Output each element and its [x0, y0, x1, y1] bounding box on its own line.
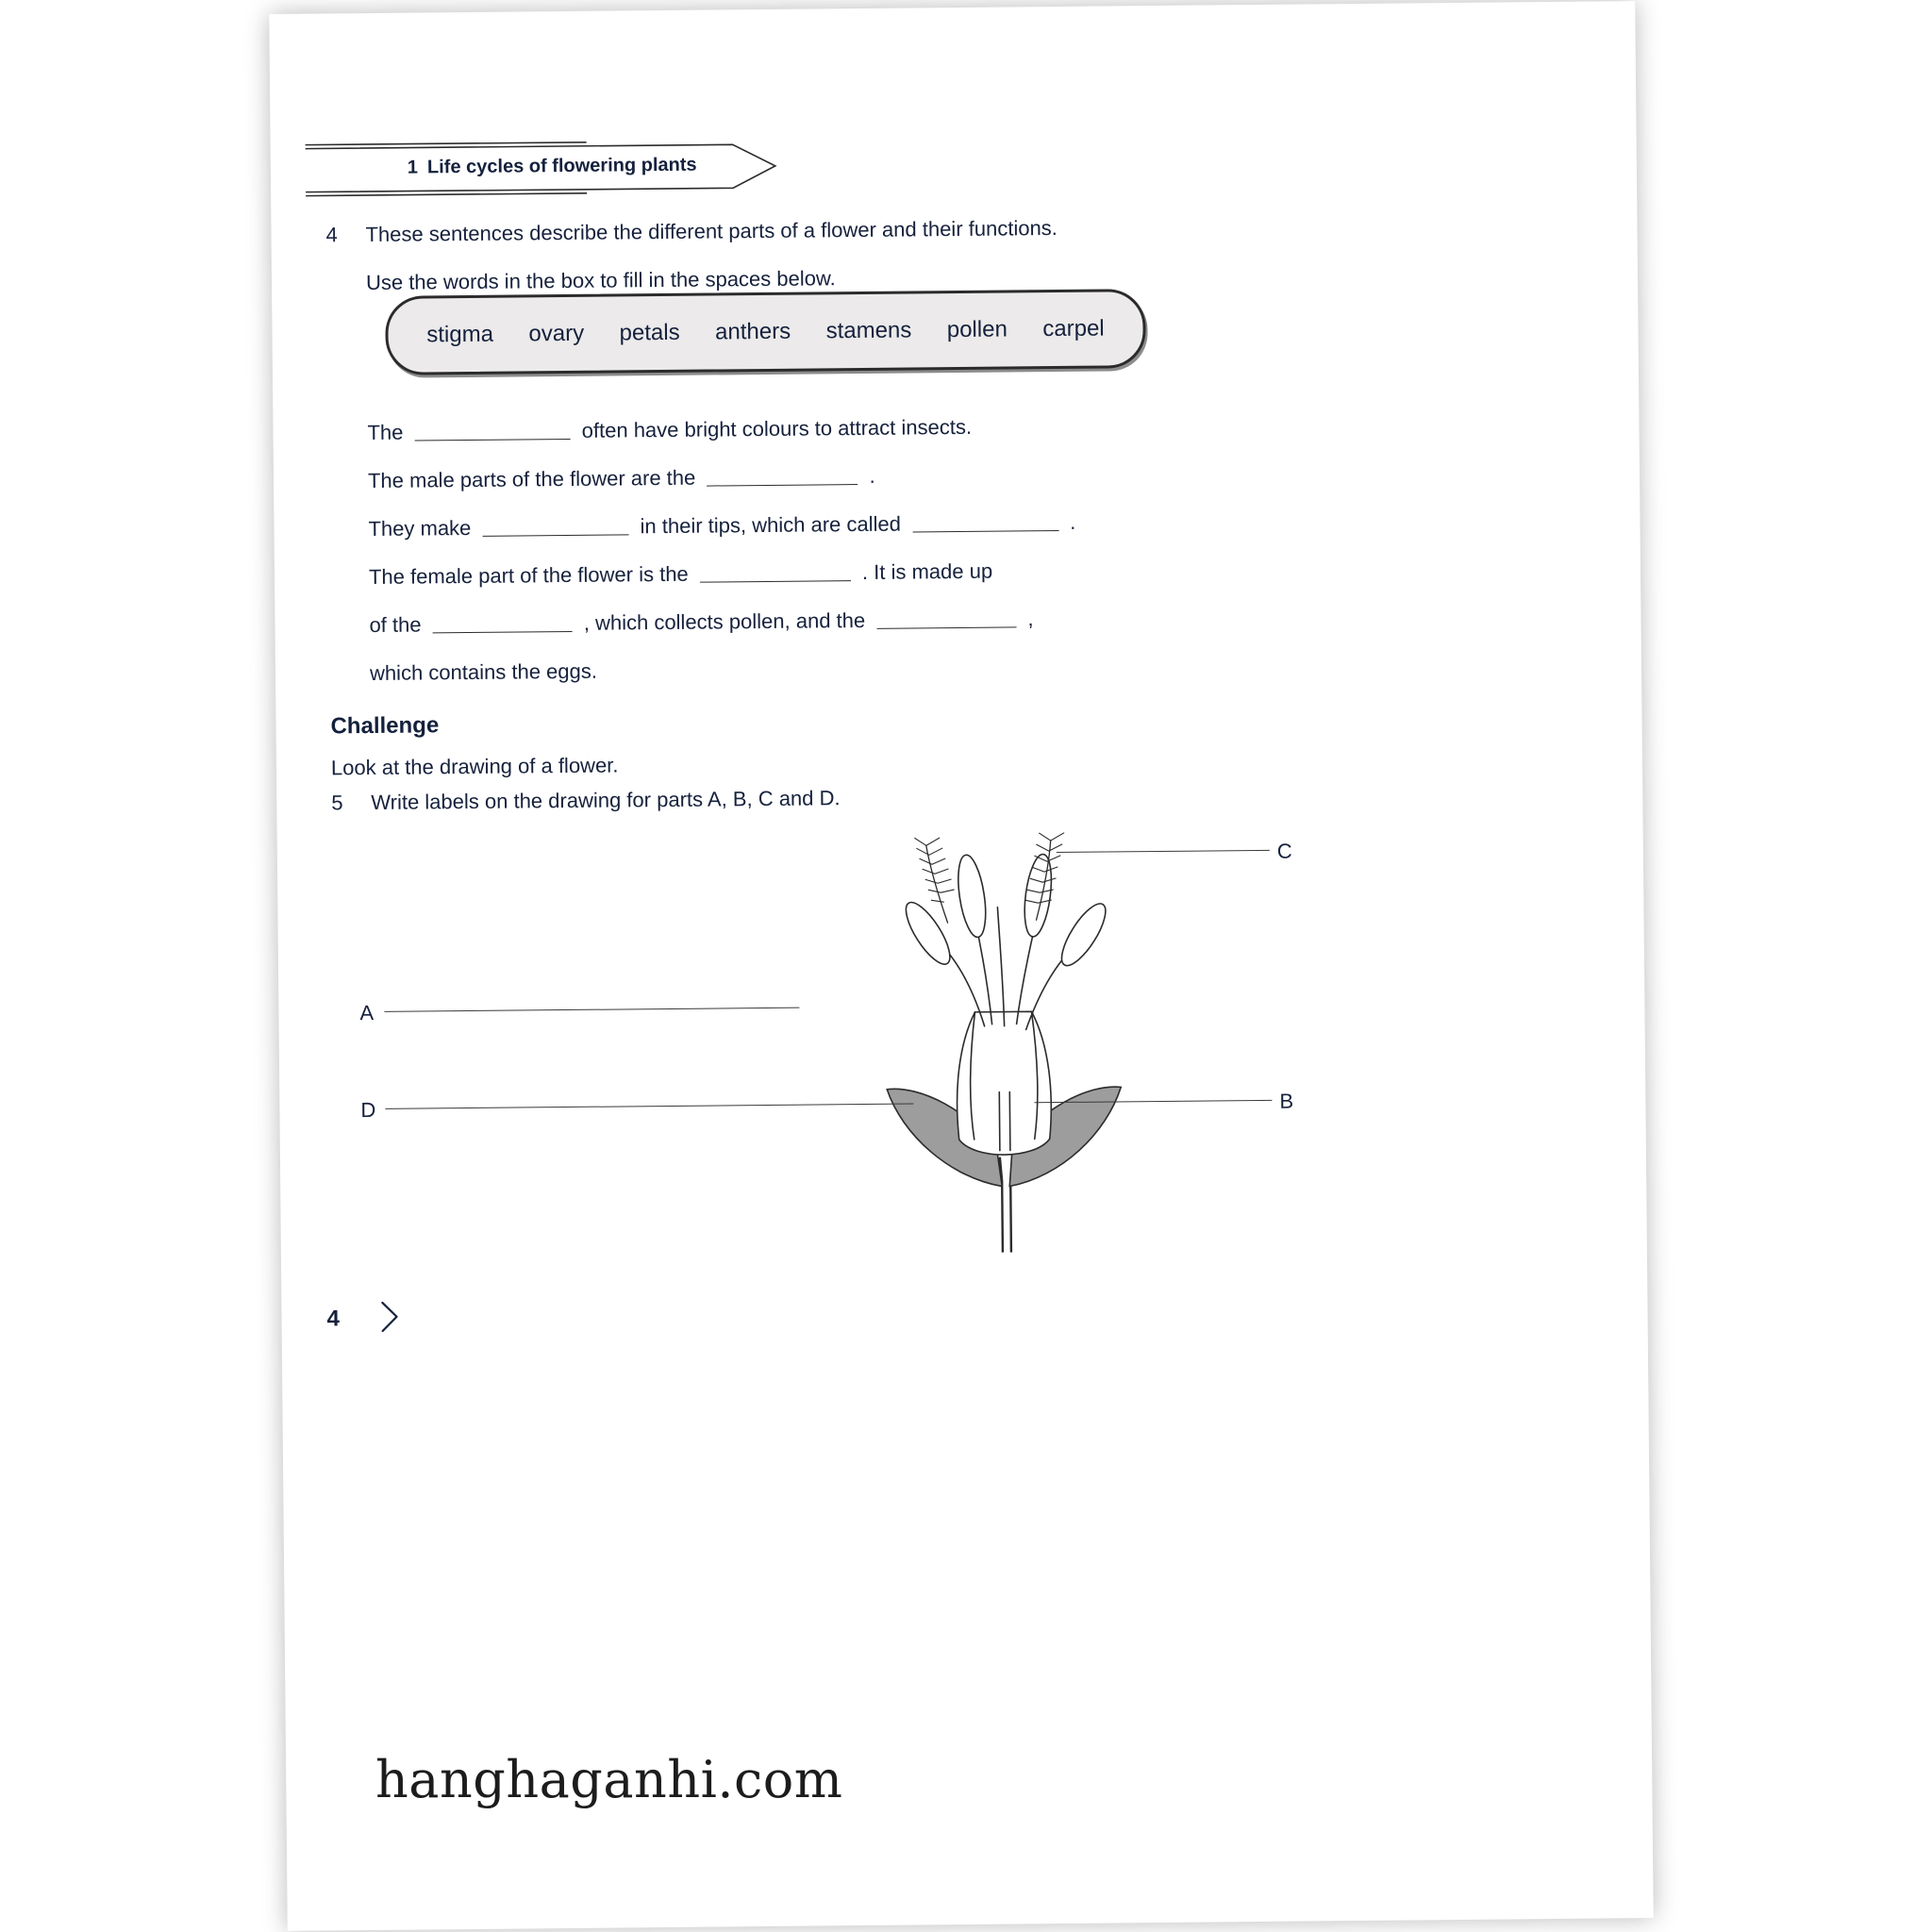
question-5-line1: Write labels on the drawing for parts A, B, C and D.	[371, 786, 841, 814]
worksheet-page	[269, 1, 1653, 1931]
page-content	[269, 1, 1653, 1931]
sentence-5	[369, 607, 1033, 638]
answer-blank[interactable]	[415, 439, 571, 441]
sentence-1-after: often have bright colours to attract insects.	[581, 414, 973, 442]
sentence-3-middle: in their tips, which are called	[640, 511, 902, 539]
word-bank-item: ovary	[528, 320, 585, 347]
sentence-3-before: They make	[368, 515, 472, 541]
sentence-2	[368, 464, 875, 493]
answer-blank[interactable]	[700, 580, 851, 583]
sentence-4-after: . It is made up	[861, 558, 993, 584]
challenge-heading: Challenge	[330, 712, 440, 740]
question-4-number: 4	[325, 223, 338, 247]
flower-svg	[805, 808, 1205, 1255]
page-number: 4	[326, 1306, 341, 1332]
answer-blank[interactable]	[483, 534, 629, 536]
word-bank-item: pollen	[946, 316, 1008, 343]
sentence-4-before: The female part of the flower is the	[368, 561, 689, 590]
unit-banner	[304, 137, 795, 200]
question-4-line1: These sentences describe the different parts of a flower and their functions.	[365, 215, 1058, 247]
answer-blank[interactable]	[876, 626, 1016, 628]
question-4-line2: Use the words in the box to fill in the spaces below.	[365, 266, 836, 295]
word-bank-item: stamens	[825, 317, 912, 344]
challenge-instruction: Look at the drawing of a flower.	[330, 753, 619, 780]
unit-number: 1	[407, 157, 419, 178]
word-bank-item: stigma	[426, 321, 494, 348]
label-A: A	[359, 1000, 375, 1025]
sentence-3	[368, 510, 1075, 541]
watermark-bottom: hanghaganhi.com	[375, 1750, 843, 1809]
sentence-2-before: The male parts of the flower are the	[367, 465, 696, 493]
sentence-4	[369, 559, 992, 590]
word-bank-item: anthers	[714, 318, 791, 345]
word-bank-words	[388, 291, 1143, 373]
answer-blank[interactable]	[912, 530, 1058, 532]
unit-title: Life cycles of flowering plants	[426, 154, 697, 178]
sentence-2-after: .	[869, 463, 875, 488]
question-5-number: 5	[331, 791, 343, 815]
label-D: D	[360, 1097, 376, 1123]
sentence-5-after: ,	[1027, 607, 1034, 631]
label-B: B	[1279, 1089, 1294, 1113]
sentence-3-after: .	[1070, 509, 1076, 534]
sentence-6: which contains the eggs.	[369, 658, 598, 686]
leader-line-A	[384, 1008, 799, 1012]
word-bank-item: petals	[619, 319, 680, 346]
answer-blank[interactable]	[708, 484, 858, 487]
sentence-1-before: The	[367, 420, 404, 445]
word-bank-item: carpel	[1042, 315, 1105, 342]
flower-drawing	[805, 808, 1205, 1255]
sentence-5-middle: , which collects pollen, and the	[583, 608, 866, 635]
answer-blank[interactable]	[433, 631, 573, 633]
unit-banner-text	[408, 155, 697, 179]
word-bank	[385, 289, 1146, 375]
sentence-1	[367, 415, 972, 445]
chevron-right-icon	[375, 1298, 404, 1336]
label-C: C	[1276, 839, 1292, 863]
sentence-5-before: of the	[369, 612, 422, 638]
